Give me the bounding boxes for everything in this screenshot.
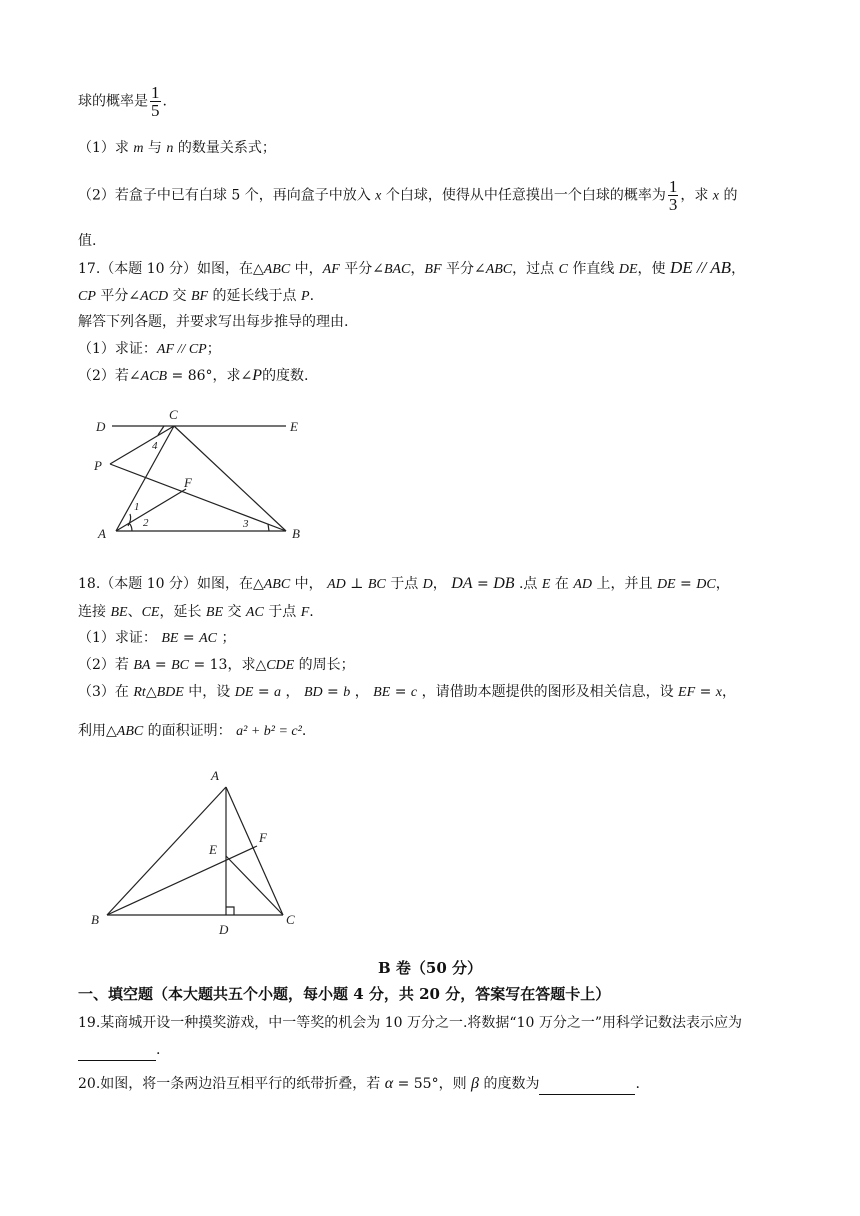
- text-segment: 的延长线于点: [208, 288, 301, 304]
- label-F: F: [259, 830, 267, 845]
- text-segment: AD: [573, 577, 593, 592]
- text-segment: BC: [367, 577, 386, 592]
- figure-18-triangle-diagram: [88, 764, 308, 944]
- text-segment: BA: [133, 658, 151, 673]
- text-segment: F: [300, 605, 310, 620]
- text-segment: △: [145, 684, 157, 700]
- text-segment: 在: [550, 576, 574, 592]
- text-segment: ，: [281, 684, 304, 700]
- text-segment: ，过点: [512, 261, 559, 277]
- text-segment: 与: [143, 140, 167, 156]
- text-segment: ，请借助本题提供的图形及相关信息，设: [417, 684, 679, 700]
- text-segment: 中，设: [183, 684, 235, 700]
- text-segment: C: [558, 262, 568, 277]
- text: 球的概率是: [78, 93, 148, 110]
- label-angle-3: 3: [243, 518, 249, 530]
- text-segment: （2）若盒子中已有白球 5 个，再向盒子中放入: [78, 187, 376, 204]
- text-segment: （2）若∠: [78, 368, 141, 384]
- text-segment: P: [252, 367, 263, 384]
- text-segment: ，延长: [159, 604, 206, 620]
- text-segment: ，使: [637, 261, 670, 277]
- text-segment: CP: [78, 289, 96, 304]
- text-segment: 中，: [290, 576, 328, 592]
- text-segment: //: [692, 258, 711, 277]
- text-segment: 的面积证明：: [143, 723, 237, 739]
- text-segment: 中，: [290, 261, 323, 277]
- line-AC: [226, 787, 283, 915]
- label-F: F: [184, 475, 192, 490]
- p18-question-3: [78, 682, 736, 703]
- text-segment: x: [375, 188, 382, 204]
- p17-question-2: [78, 366, 309, 387]
- p17-line-1: [78, 258, 745, 280]
- label-C: C: [286, 912, 295, 927]
- text-segment: （1）求证：: [78, 630, 162, 646]
- text-segment: x: [712, 188, 720, 204]
- text-segment: .: [309, 288, 315, 304]
- text-segment: BE: [373, 685, 391, 700]
- text-segment: ；: [217, 630, 236, 646]
- text-segment: DA: [451, 575, 473, 592]
- part-b-title: B 卷（50 分）: [378, 959, 482, 977]
- q19-answer-blank[interactable]: [78, 1040, 156, 1061]
- text-segment: n: [166, 141, 174, 156]
- text-segment: 上，并且: [592, 576, 657, 592]
- text-segment: =: [150, 657, 172, 673]
- label-A: A: [98, 526, 106, 541]
- text-segment: c: [410, 685, 418, 700]
- q20-answer-blank[interactable]: [539, 1074, 635, 1095]
- p17-instruction: 解答下列各题，并要求写出每步推导的理由.: [78, 314, 349, 330]
- text-segment: .: [162, 93, 167, 110]
- p18-question-2: [78, 655, 355, 676]
- text-segment: .点: [514, 576, 542, 592]
- p18-line-1: [78, 574, 730, 595]
- text-segment: 交: [168, 288, 191, 304]
- text-segment: //: [174, 342, 189, 357]
- text-segment: .: [301, 723, 307, 739]
- text-segment: （1）求: [78, 140, 134, 156]
- p17-question-1: [78, 339, 221, 360]
- section-heading-fill-in: 一、填空题（本大题共五个小题，每小题 4 分，共 20 分，答案写在答题卡上）: [78, 985, 611, 1003]
- right-angle-mark: [226, 907, 234, 915]
- p16-question-2: [78, 178, 737, 213]
- text-segment: b: [343, 685, 351, 700]
- text-segment: =: [472, 576, 494, 592]
- text-segment: 、: [127, 604, 142, 620]
- text-segment: 于点: [263, 604, 301, 620]
- p16-continuation: [78, 84, 167, 119]
- line-EC: [226, 856, 283, 915]
- text-segment: E: [541, 577, 551, 592]
- angle-2-arc: [129, 523, 132, 531]
- text-segment: ABC: [485, 262, 513, 277]
- fraction-one-fifth: [150, 84, 161, 119]
- text-segment: DE: [234, 685, 254, 700]
- text-segment: x: [715, 685, 722, 700]
- text-segment: ，: [410, 261, 425, 277]
- q19-answer-line: [78, 1040, 160, 1061]
- text-segment: CE: [141, 605, 160, 620]
- text-segment: D: [422, 577, 433, 592]
- text-segment: 连接: [78, 604, 111, 620]
- text-segment: 利用△: [78, 723, 117, 739]
- text-segment: CDE: [266, 658, 295, 673]
- text-segment: 的度数.: [262, 368, 309, 384]
- line-BF: [107, 846, 257, 915]
- text-segment: CP: [188, 342, 207, 357]
- text-segment: =: [675, 576, 697, 592]
- line-AF: [116, 489, 186, 531]
- text-segment: 18.（本题 10 分）如图，在△: [78, 576, 264, 592]
- text-segment: BE: [110, 605, 128, 620]
- text-segment: 作直线: [567, 261, 619, 277]
- text-segment: AF: [156, 342, 175, 357]
- text-segment: ⊥: [345, 576, 368, 592]
- text-segment: ACD: [140, 289, 169, 304]
- p16-question-1: [78, 138, 276, 159]
- label-angle-1: 1: [134, 501, 140, 513]
- text-segment: a² + b² = c²: [236, 724, 302, 739]
- text-segment: =: [178, 630, 200, 646]
- text-segment: BDE: [156, 685, 184, 700]
- text-segment: AC: [199, 631, 217, 646]
- text-segment: ；: [206, 341, 221, 357]
- text-segment: DE: [669, 258, 693, 277]
- label-D: D: [96, 419, 106, 434]
- text-segment: 1: [151, 83, 160, 102]
- text-segment: DE: [656, 577, 676, 592]
- text-segment: =: [695, 684, 716, 700]
- label-B: B: [292, 526, 300, 541]
- text-segment: 平分∠: [95, 288, 141, 304]
- label-D: D: [219, 922, 229, 937]
- text-segment: ABC: [263, 577, 291, 592]
- text-segment: AC: [245, 605, 264, 620]
- label-P: P: [94, 458, 102, 473]
- text-segment: （3）在: [78, 684, 134, 700]
- text-segment: ，求: [680, 187, 713, 204]
- label-E: E: [290, 419, 298, 434]
- text-segment: = 55°，则: [393, 1076, 472, 1092]
- label-angle-4: 4: [152, 440, 158, 452]
- label-E: E: [209, 842, 217, 857]
- text-segment: AB: [710, 258, 732, 277]
- label-angle-2: 2: [143, 517, 149, 529]
- q20-text: [78, 1074, 640, 1095]
- text-segment: ，: [731, 261, 746, 277]
- text-segment: BE: [161, 631, 179, 646]
- text-segment: =: [253, 684, 275, 700]
- text-segment: 平分∠: [339, 261, 384, 277]
- text-segment: BC: [171, 658, 189, 673]
- label-B: B: [91, 912, 99, 927]
- text-segment: β: [471, 1075, 479, 1092]
- text-segment: BAC: [383, 262, 411, 277]
- line-CP: [110, 426, 174, 464]
- text-segment: DE: [618, 262, 638, 277]
- text-segment: 于点: [385, 576, 423, 592]
- text-segment: 3: [668, 195, 678, 214]
- text-segment: =: [322, 684, 344, 700]
- text-segment: 5: [151, 101, 160, 120]
- p16-question-2-end: 值.: [78, 233, 97, 249]
- text-segment: AF: [322, 262, 340, 277]
- text-segment: .: [309, 604, 314, 620]
- text-segment: EF: [678, 685, 696, 700]
- text-segment: = 86°，求∠: [167, 368, 253, 384]
- q19-text: 19.某商城开设一种摸奖游戏，中一等奖的机会为 10 万分之一.将数据“10 万分之一”用科学记数法表示应为: [78, 1015, 743, 1031]
- text-segment: 的度数为: [479, 1076, 540, 1092]
- text-segment: DB: [493, 575, 515, 592]
- text-segment: = 13，求△: [189, 657, 267, 673]
- text-segment: 交: [223, 604, 246, 620]
- text-segment: ，: [722, 684, 736, 700]
- line-AC: [116, 426, 174, 531]
- text-segment: =: [390, 684, 411, 700]
- label-A: A: [211, 768, 219, 783]
- text-segment: .: [156, 1042, 161, 1058]
- text-segment: ACB: [140, 369, 168, 384]
- p18-question-1: [78, 628, 235, 649]
- text-segment: ，: [432, 576, 452, 592]
- p18-line-2: [78, 602, 314, 623]
- text-segment: ABC: [116, 724, 144, 739]
- text-segment: ABC: [263, 262, 291, 277]
- text-segment: 个白球，使得从中任意摸出一个白球的概率为: [381, 187, 666, 204]
- text-segment: DC: [696, 577, 716, 592]
- text-segment: α: [384, 1075, 394, 1092]
- figure-17-triangle-diagram: [88, 402, 328, 552]
- text-segment: AD: [327, 577, 346, 592]
- text-segment: BF: [190, 289, 209, 304]
- text-segment: .: [635, 1076, 640, 1092]
- text-segment: BF: [424, 262, 442, 277]
- fraction-one-third: [668, 178, 679, 213]
- p18-question-3-formula: [78, 721, 306, 742]
- text-segment: BD: [303, 685, 323, 700]
- text-segment: P: [301, 289, 310, 304]
- text-segment: BE: [205, 605, 224, 620]
- text-segment: m: [133, 141, 144, 156]
- text-segment: 平分∠: [441, 261, 486, 277]
- text-segment: a: [274, 685, 282, 700]
- text-segment: （1）求证：: [78, 341, 157, 357]
- text-segment: 的: [719, 187, 738, 204]
- text-segment: 20.如图，将一条两边沿互相平行的纸带折叠，若: [78, 1076, 385, 1092]
- text-segment: 1: [668, 177, 678, 196]
- text-segment: ，: [715, 576, 730, 592]
- text-segment: 17.（本题 10 分）如图，在△: [78, 261, 264, 277]
- p17-line-2: [78, 286, 314, 307]
- text-segment: Rt: [133, 685, 146, 700]
- text-segment: ，: [350, 684, 374, 700]
- line-PB: [110, 464, 286, 531]
- text-segment: 的数量关系式；: [173, 140, 276, 156]
- text-segment: 的周长；: [294, 657, 355, 673]
- text-segment: （2）若: [78, 657, 134, 673]
- label-C: C: [169, 407, 178, 422]
